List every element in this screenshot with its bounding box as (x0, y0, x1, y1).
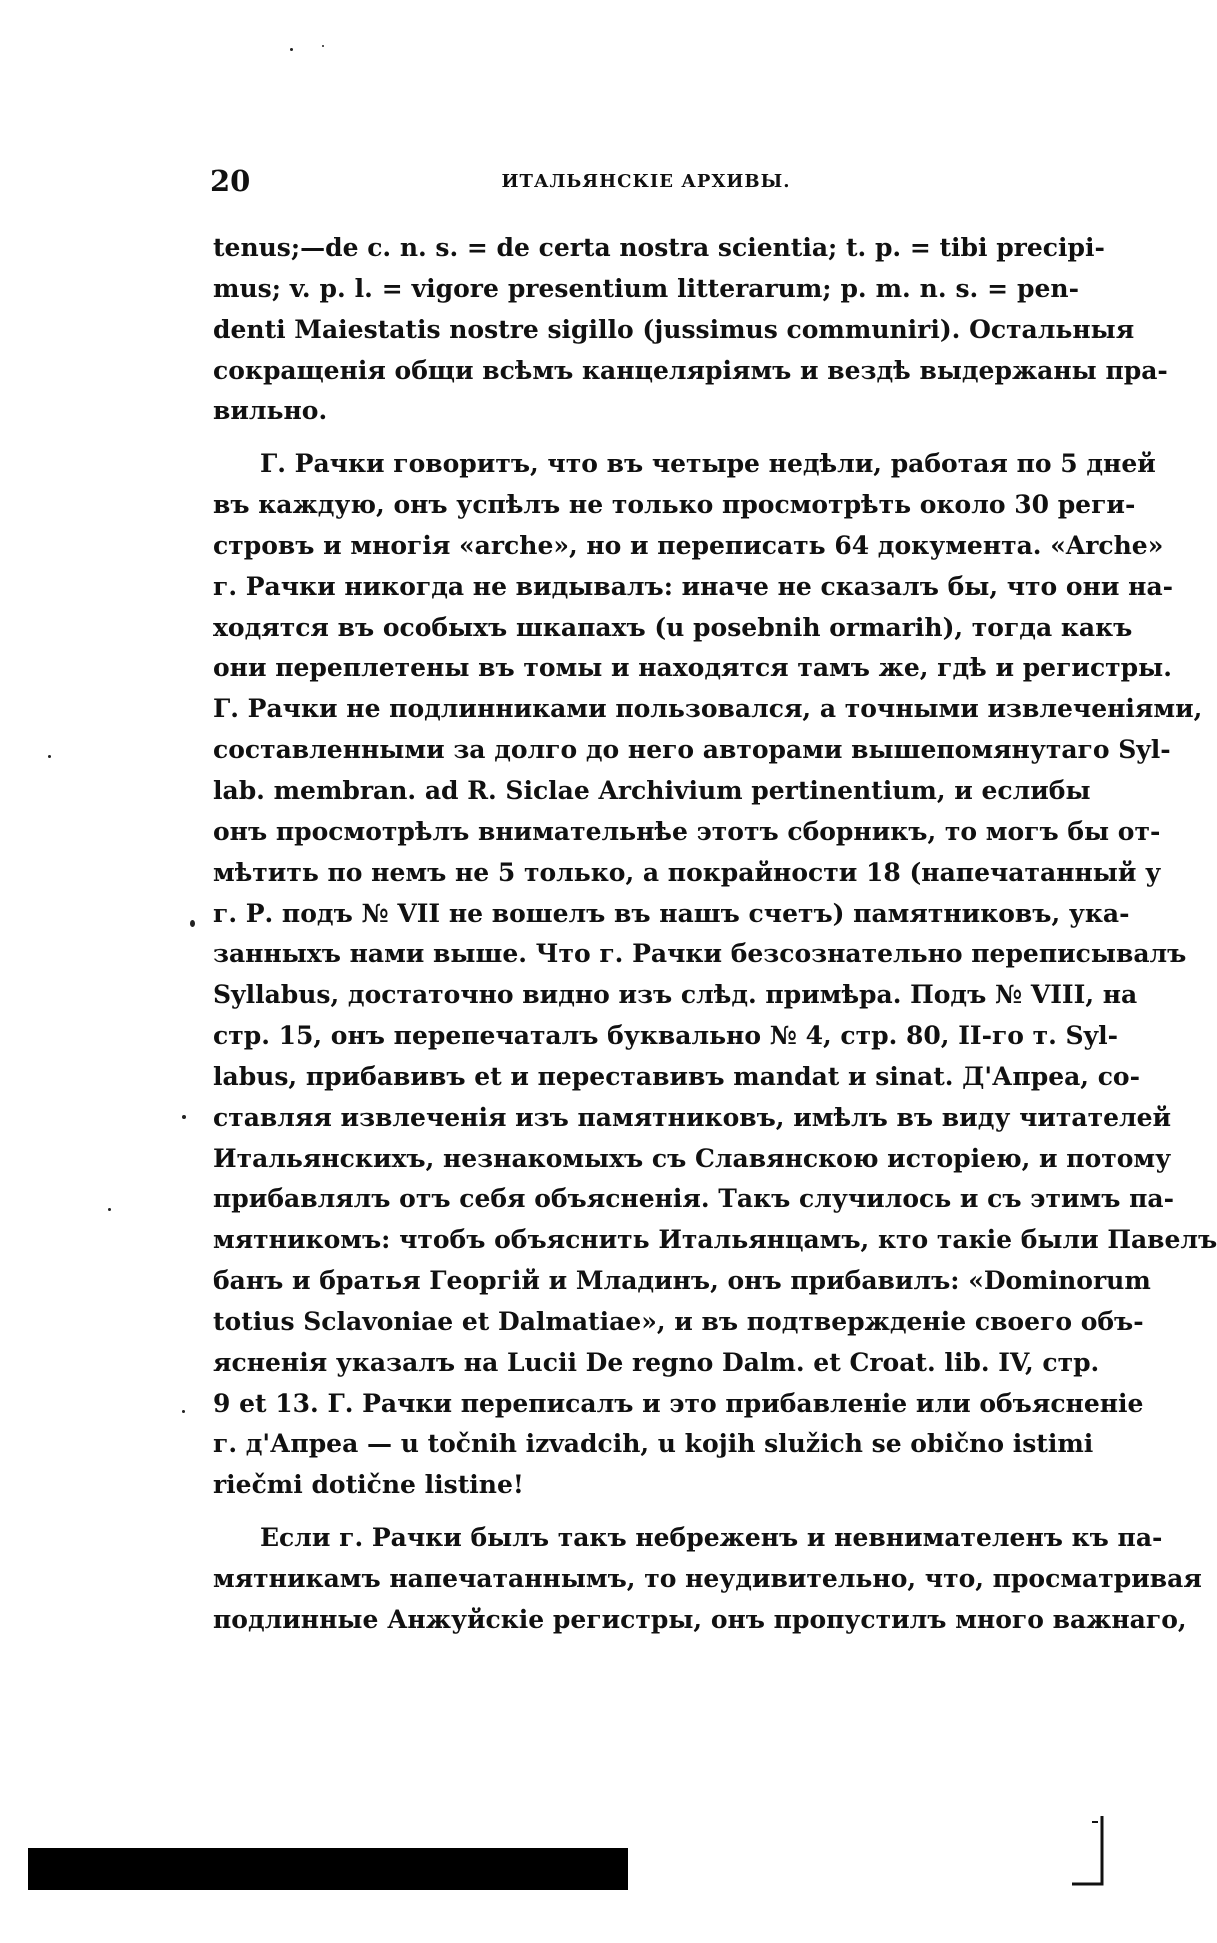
scan-corner-mark (1068, 1812, 1116, 1892)
text-line: ставляя извлеченія изъ памятниковъ, имѣлъ въ виду читателей (213, 1102, 1172, 1132)
text-line: totius Sclavoniae et Dalmatiae», и въ подтвержденіе своего объ- (213, 1306, 1144, 1336)
text-line: въ каждую, онъ успѣлъ не только просмотрѣть около 30 реги- (213, 490, 1136, 520)
scan-speck (190, 920, 195, 927)
text-line: 9 et 13. Г. Рачки переписалъ и это прибавленіе или объясненіе (213, 1388, 1144, 1418)
text-line: прибавлялъ отъ себя объясненія. Такъ случилось и съ этимъ па- (213, 1184, 1174, 1214)
text-line: банъ и братья Георгій и Младинъ, онъ прибавилъ: «Dominorum (213, 1266, 1151, 1296)
scan-speck (48, 755, 51, 758)
text-line: стр. 15, онъ перепечаталъ буквально № 4, стр. 80, II-го т. Syl- (213, 1021, 1119, 1051)
text-line: они переплетены въ томы и находятся тамъ же, гдѣ и регистры. (213, 653, 1172, 683)
paragraph-gap (213, 432, 1079, 444)
text-line: Итальянскихъ, незнакомыхъ съ Славянскою исторіею, и потому (213, 1143, 1172, 1173)
text-line: занныхъ нами выше. Что г. Рачки безсознательно переписывалъ (213, 939, 1187, 969)
text-line: мятникамъ напечатаннымъ, то неудивительно, что, просматривая (213, 1564, 1202, 1593)
text-line: lab. membran. ad R. Siclae Archivium pertinentium, и еслибы (213, 775, 1091, 805)
paragraph-gap (213, 1506, 1079, 1518)
text-line: подлинные Анжуйскіе регистры, онъ пропустилъ много важнаго, (213, 1604, 1187, 1634)
text-line: стровъ и многія «arche», но и переписать 64 документа. «Arche» (213, 530, 1164, 560)
running-head: ИТАЛЬЯНСКІЕ АРХИВЫ. (501, 171, 791, 192)
text-line: Syllabus, достаточно видно изъ слѣд. примѣра. Подъ № VIII, на (213, 980, 1138, 1010)
text-line: сокращенія общи всѣмъ канцеляріямъ и вездѣ выдержаны пра- (213, 355, 1168, 385)
scan-speck (290, 48, 293, 51)
text-line: г. Рачки никогда не видывалъ: иначе не сказалъ бы, что они на- (213, 571, 1174, 601)
text-line: Г. Рачки говоритъ, что въ четыре недѣли, работая по 5 дней (260, 449, 1156, 479)
scan-speck (182, 1115, 186, 1119)
text-line: составленными за долго до него авторами вышепомянутаго Syl- (213, 735, 1171, 765)
text-line: tenus;—de c. n. s. = de certa nostra scientia; t. p. = tibi precipi- (213, 233, 1105, 262)
text-line: ходятся въ особыхъ шкапахъ (u posebnih ormarih), тогда какъ (213, 612, 1133, 642)
text-line: denti Maiestatis nostre sigillo (jussimus communiri). Остальныя (213, 314, 1135, 344)
text-line: labus, прибавивъ et и переставивъ mandat и sinat. Д'Апреа, со- (213, 1061, 1140, 1091)
scan-edge-bar (28, 1848, 628, 1890)
page-number: 20 (210, 164, 251, 198)
text-line: г. д'Апреа — u točnih izvadcih, u kojih služich se obično istimi (213, 1429, 1094, 1459)
text-line: вильно. (213, 396, 328, 426)
page-header (210, 160, 1082, 204)
scan-speck (322, 45, 324, 47)
text-line: г. Р. подъ № VII не вошелъ въ нашъ счетъ) памятниковъ, ука- (213, 898, 1130, 928)
text-line: riečmi dotične listine! (213, 1470, 524, 1500)
text-line: Г. Рачки не подлинниками пользовался, а точными извлеченіями, (213, 694, 1203, 724)
scan-speck (108, 1208, 111, 1211)
scan-speck (182, 1410, 185, 1413)
text-line: Если г. Рачки былъ такъ небреженъ и невнимателенъ къ па- (260, 1523, 1163, 1553)
text-line: онъ просмотрѣлъ внимательнѣе этотъ сборникъ, то могъ бы от- (213, 816, 1161, 846)
text-line: мѣтить по немъ не 5 только, а покрайности 18 (напечатанный у (213, 857, 1162, 887)
text-line: ясненія указалъ на Lucii De regno Dalm. et Croat. lib. IV, стр. (213, 1347, 1100, 1377)
text-line: мятникомъ: чтобъ объяснить Итальянцамъ, кто такіе были Павелъ (213, 1225, 1217, 1255)
text-line: mus; v. p. l. = vigore presentium litterarum; p. m. n. s. = pen- (213, 273, 1079, 303)
body-text (213, 228, 1217, 1641)
